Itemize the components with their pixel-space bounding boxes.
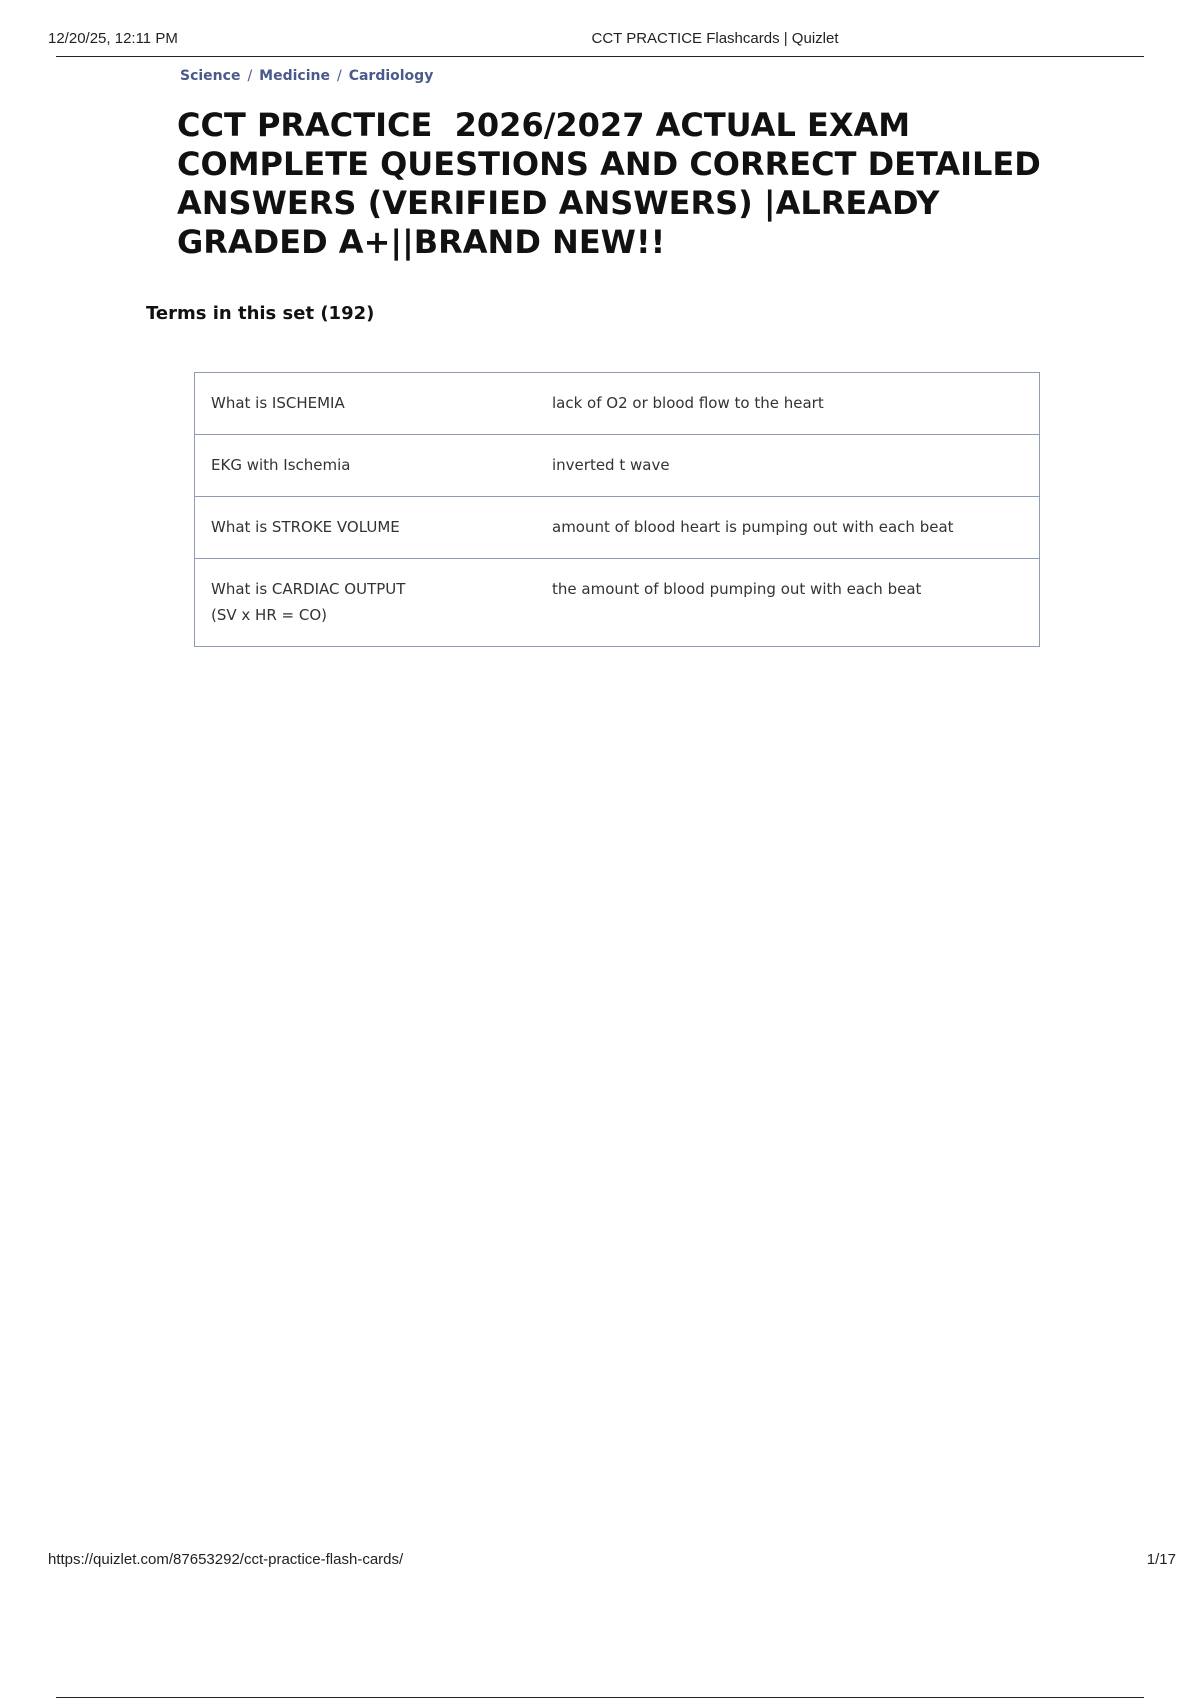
flashcard-row	[195, 434, 1039, 496]
page-number: 1/17	[1146, 1551, 1176, 1568]
flashcard-definition: lack of O2 or blood flow to the heart	[552, 394, 824, 412]
flashcard-definition: inverted t wave	[552, 456, 670, 474]
page-url: https://quizlet.com/87653292/cct-practice-flash-cards/	[48, 1551, 404, 1568]
term-text: EKG with Ischemia	[211, 456, 351, 474]
breadcrumb-link-medicine[interactable]: Medicine	[259, 68, 330, 84]
breadcrumb-separator: /	[247, 68, 253, 84]
flashcard-term	[195, 497, 552, 558]
flashcard-term	[195, 373, 552, 434]
flashcard-term	[195, 559, 552, 646]
bottom-divider	[56, 1697, 1144, 1698]
flashcard-table	[194, 372, 1040, 647]
print-page-title: CCT PRACTICE Flashcards | Quizlet	[591, 30, 839, 47]
flashcard-row	[195, 373, 1039, 434]
flashcard-definition: amount of blood heart is pumping out with each beat	[552, 518, 954, 536]
term-text: What is STROKE VOLUME	[211, 518, 400, 536]
term-text: What is ISCHEMIA	[211, 394, 345, 412]
top-divider	[56, 56, 1144, 57]
breadcrumb	[180, 68, 433, 84]
breadcrumb-link-cardiology[interactable]: Cardiology	[348, 68, 434, 84]
flashcard-row	[195, 496, 1039, 558]
flashcard-term	[195, 435, 552, 496]
breadcrumb-link-science[interactable]: Science	[180, 68, 241, 84]
terms-count: Terms in this set (192)	[146, 303, 375, 324]
term-formula: (SV x HR = CO)	[211, 606, 327, 624]
page-title: CCT PRACTICE 2026/2027 ACTUAL EXAM COMPLETE QUESTIONS AND CORRECT DETAILED ANSWERS (VERIFIED ANSWERS) |ALREADY GRADED A+||BRAND NEW!!	[177, 106, 1052, 261]
flashcard-row	[195, 558, 1039, 646]
term-text: What is CARDIAC OUTPUT	[211, 580, 406, 598]
flashcard-definition: the amount of blood pumping out with each beat	[552, 580, 922, 598]
print-date: 12/20/25, 12:11 PM	[48, 30, 178, 47]
breadcrumb-separator: /	[336, 68, 342, 84]
